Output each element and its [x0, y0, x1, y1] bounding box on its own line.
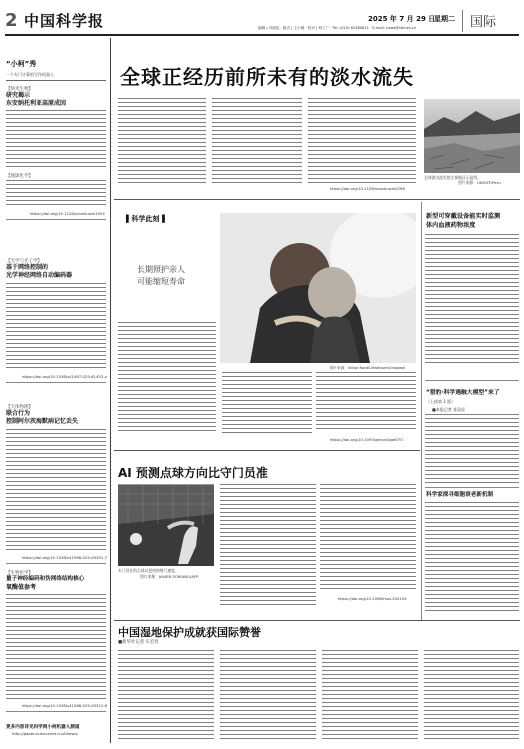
sidebar-item-title[interactable]: 东安纳托利亚高原成因 — [6, 100, 67, 107]
sidebar-item-url[interactable]: https://doi.org/10.1038/s41586-025-09312-8 — [22, 703, 107, 708]
sidebar-item-body — [6, 110, 106, 170]
wetland-body-col-2 — [220, 650, 316, 742]
lead-article-title: 全球正经历前所未有的淡水流失 — [120, 65, 414, 89]
right-rule — [425, 487, 519, 488]
sidebar-item-url[interactable]: https://doi.org/10.1038/s41586-025-09351-7 — [22, 555, 107, 560]
sidebar-item-title[interactable]: 光学神经网络自动编码器 — [6, 272, 73, 279]
wetland-body-col-3 — [322, 650, 418, 742]
sidebar-rule — [6, 711, 106, 712]
ai-body-col-2 — [320, 484, 416, 592]
sidebar-footer-text: 更多内容详见科学网小柯机器人频道 — [6, 725, 80, 730]
lead-source-url[interactable]: https://doi.org/10.1126/sciadv.adx0298 — [330, 186, 405, 191]
wetland-body-col-4 — [424, 650, 519, 742]
header-divider — [462, 10, 463, 32]
ai-article-photo — [118, 484, 214, 566]
sidebar-column-sub: 一个专门计算机写作机器人 — [6, 72, 54, 77]
issue-date: 2025 年 7 月 29 日 — [368, 15, 436, 23]
masthead: 中国科学报 — [24, 12, 105, 30]
sidebar-rule — [6, 382, 106, 383]
sidebar-item-tag: 【地球化学】 — [6, 174, 33, 179]
lead-body-col-3 — [308, 98, 416, 184]
section-rule — [114, 620, 520, 621]
feature-subtitle: 长期照护亲人 — [137, 265, 185, 274]
ai-body-col-1 — [220, 484, 316, 606]
lead-body-col-1 — [118, 98, 206, 184]
lead-photo — [424, 99, 520, 173]
section-rule — [114, 199, 520, 200]
right-column-divider — [421, 202, 422, 620]
section-label: 国际 — [470, 15, 497, 30]
wetland-body-col-1 — [118, 650, 214, 742]
right-article-title: 新型可穿戴设备能实时监测 — [426, 213, 501, 220]
sidebar-item-title[interactable]: 联合行为 — [6, 410, 31, 417]
ai-photo-caption: 专门设计的点球以更快的射门速度。 — [118, 568, 179, 573]
issue-weekday: 星期二 — [434, 15, 455, 23]
lead-body-col-2 — [212, 98, 302, 184]
sidebar-item-title[interactable]: 氧酶值参考 — [6, 584, 37, 591]
right-article-title: 科学家探寻细胞衰老新机制 — [426, 492, 494, 498]
right-article-body — [425, 502, 519, 614]
sidebar-column-title: “小柯”秀 — [6, 60, 37, 68]
feature-body-col-3 — [316, 372, 416, 432]
wetland-byline: ■新华社记者 车宏亮 — [118, 640, 159, 645]
sidebar-item-body — [6, 283, 106, 371]
right-article-title: “猎豹·科学遇触大模型”来了 — [426, 390, 500, 396]
sidebar-item-tag: 【纳米生物】 — [6, 87, 33, 92]
sidebar-item-title[interactable]: 控制阿尔茨海默病记忆丢失 — [6, 418, 79, 425]
feature-banner — [126, 214, 165, 224]
feature-photo — [220, 213, 416, 363]
sidebar-item-body — [6, 180, 106, 208]
feature-banner-mark: ▌ — [126, 215, 132, 223]
page-number: 2 — [5, 10, 18, 31]
feature-banner-mark: ▐ — [159, 215, 165, 223]
sidebar-item-url[interactable]: https://doi.org/10.1038/s41467-025-61453-x — [22, 374, 107, 379]
section-rule — [114, 450, 420, 451]
lead-photo-credit: 图片来源：UNICEF/Peru — [458, 180, 501, 185]
right-rule — [425, 380, 519, 381]
sidebar-item-title[interactable]: 量子神经编码和伪网络结构核心 — [6, 576, 85, 582]
lead-photo-caption: 全球淡水流失的主要地区示意图。 — [424, 175, 481, 180]
sidebar-item-body — [6, 429, 106, 551]
sidebar-divider — [110, 38, 111, 743]
sidebar-rule — [6, 563, 106, 564]
editor-line: 编辑 | 冯丽妃 · 版式 | 王小明 · 校对 | 何工厂 · Tel: (010) 62580611 · E-mail: news@stimes.cn — [258, 26, 417, 30]
right-article-body — [425, 414, 519, 484]
sidebar-item-body — [6, 594, 106, 700]
sidebar-footer-url[interactable]: http://paper.sciencenet.cn/AInews/ — [12, 731, 78, 736]
sidebar-item-tag: 【光学与光子学】 — [6, 259, 42, 264]
feature-banner-text: 科学此刻 — [131, 215, 160, 223]
ai-photo-credit: 图片来源：JAVIER SORIANO/AFP — [140, 574, 199, 579]
header-rule — [5, 34, 519, 36]
right-article-title: 体内血液药物浓度 — [426, 222, 476, 229]
right-article-byline: ■本报记者 张双虎 — [432, 407, 466, 412]
sidebar-item-url[interactable]: https://doi.org/10.1126/sciadv.adv1924 — [30, 211, 105, 216]
wetland-article-title: 中国湿地保护成就获国际赞誉 — [118, 626, 261, 639]
feature-source-url[interactable]: https://doi.org/10.1093/geroni/igaf070 — [330, 437, 403, 442]
sidebar-rule — [6, 80, 106, 81]
right-article-sub: （上接第 1 版） — [426, 399, 456, 404]
feature-body-col-2 — [222, 372, 312, 436]
sidebar-item-title[interactable]: 研究揭示 — [6, 92, 31, 99]
sidebar-item-tag: 【天体物理】 — [6, 405, 33, 410]
feature-photo-credit: 图片来源：Victor Nordli-Mathisen/Unsplash — [330, 366, 406, 370]
feature-subtitle: 可能缩短寿命 — [137, 277, 185, 286]
feature-body-col-1 — [118, 322, 216, 434]
ai-source-url[interactable]: https://doi.org/10.1098/rsos.250154 — [338, 596, 407, 601]
ai-article-title: AI 预测点球方向比守门员准 — [118, 466, 268, 480]
sidebar-item-title[interactable]: 基于网络控制的 — [6, 264, 49, 271]
sidebar-item-tag: 【生物医学】 — [6, 571, 33, 576]
right-article-body — [425, 234, 519, 366]
sidebar-rule — [6, 219, 106, 220]
